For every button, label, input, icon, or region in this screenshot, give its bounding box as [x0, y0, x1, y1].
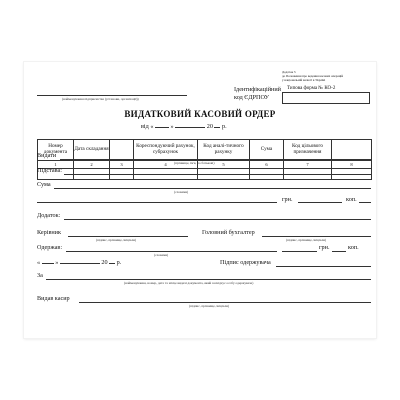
manager-label: Керівник [37, 229, 62, 236]
sum-caption: (словами) [174, 190, 189, 194]
organization-line [37, 95, 187, 96]
recipient-signature-label: Підпис одержувача [220, 259, 271, 266]
col-num-4: 4 [134, 161, 198, 169]
annex-note-1: до Положення про ведення касових операцій [282, 74, 344, 78]
form-code: Типова форма № КО-2 [287, 86, 336, 91]
per-line[interactable] [46, 279, 371, 280]
kop-label: коп. [346, 196, 357, 203]
received-label: Одержав: [37, 244, 63, 251]
sum-line-2[interactable] [37, 202, 277, 203]
document-title: ВИДАТКОВИЙ КАСОВИЙ ОРДЕР [124, 109, 276, 119]
organization-caption: (найменування підприємства (установи, організації)) [62, 97, 139, 101]
uah-line[interactable] [298, 202, 342, 203]
attachment-label: Додаток: [37, 212, 61, 219]
col-corr-account: Кореспондуючий рахунок, субрахунок [134, 140, 198, 161]
order-date [141, 123, 227, 130]
col-num-7: 7 [284, 161, 332, 169]
basis-label: Підстава: [37, 167, 62, 174]
col-doc-number: Номер документа [38, 140, 74, 161]
col-num-8: 8 [332, 161, 372, 169]
cashier-caption: (підпис, прізвище, ініціали) [189, 304, 230, 308]
received-uah-label: грн. [319, 244, 330, 251]
date-prefix: від « [141, 123, 154, 130]
sum-label: Сума [37, 181, 51, 188]
issue-line[interactable] [60, 159, 371, 160]
chief-accountant-line[interactable] [262, 236, 371, 237]
date-year: 20 [206, 123, 213, 130]
basis-line[interactable] [64, 174, 371, 175]
received-kop-line[interactable] [332, 251, 346, 252]
col-8 [332, 140, 372, 161]
col-3 [110, 140, 134, 161]
cash-order-form [24, 62, 376, 338]
cashier-line[interactable] [79, 302, 371, 303]
annex-label: Додаток 3 [282, 70, 296, 74]
table-header-row [38, 140, 372, 161]
col-sum: Сума [250, 140, 284, 161]
col-num-5: 5 [198, 161, 250, 169]
date-suffix: р. [222, 123, 227, 130]
col-num-2: 2 [74, 161, 110, 169]
recipient-signature-line[interactable] [276, 266, 371, 267]
received-kop-label: коп. [348, 244, 359, 251]
id-code-box [282, 92, 370, 104]
annex-note-2: у національній валюті в Україні [282, 78, 326, 82]
kop-line[interactable] [359, 202, 371, 203]
receipt-date-close: » [55, 259, 59, 266]
received-line[interactable] [66, 251, 277, 252]
chief-accountant-caption: (підпис, прізвище, ініціали) [286, 238, 327, 242]
received-uah-line[interactable] [282, 251, 317, 252]
receipt-date-year: 20 [101, 259, 108, 266]
received-caption: (словами) [154, 253, 169, 257]
col-num-6: 6 [250, 161, 284, 169]
manager-line[interactable] [68, 236, 188, 237]
issue-label: Видати [37, 152, 57, 159]
attachment-line[interactable] [64, 219, 371, 220]
per-label: За [37, 272, 43, 279]
col-date: Дата складання [74, 140, 110, 161]
issue-caption: (прізвище, ім'я, по батькові) [174, 161, 215, 165]
date-middle: » [170, 123, 174, 130]
receipt-date-open: « [37, 259, 41, 266]
id-code-label-1: Ідентифікаційний [234, 86, 281, 93]
col-analytic-code: Код аналі-тичного рахунку [198, 140, 250, 161]
col-purpose-code: Код цільового призначення [284, 140, 332, 161]
manager-caption: (підпис, прізвище, ініціали) [96, 238, 137, 242]
uah-label: грн. [282, 196, 293, 203]
col-num-1: 1 [38, 161, 74, 169]
receipt-date [37, 259, 121, 266]
per-caption: (найменування, номер, дата та місце видачі документа, який засвідчує особу одержувача) [124, 281, 254, 285]
receipt-date-suffix: р. [116, 259, 122, 266]
col-num-3: 3 [110, 161, 134, 169]
chief-accountant-label: Головний бухгалтер [202, 229, 255, 236]
cashier-label: Видав касир [37, 295, 70, 302]
id-code-label-2: код ЄДРПОУ [234, 94, 270, 101]
sum-line[interactable] [54, 188, 371, 189]
